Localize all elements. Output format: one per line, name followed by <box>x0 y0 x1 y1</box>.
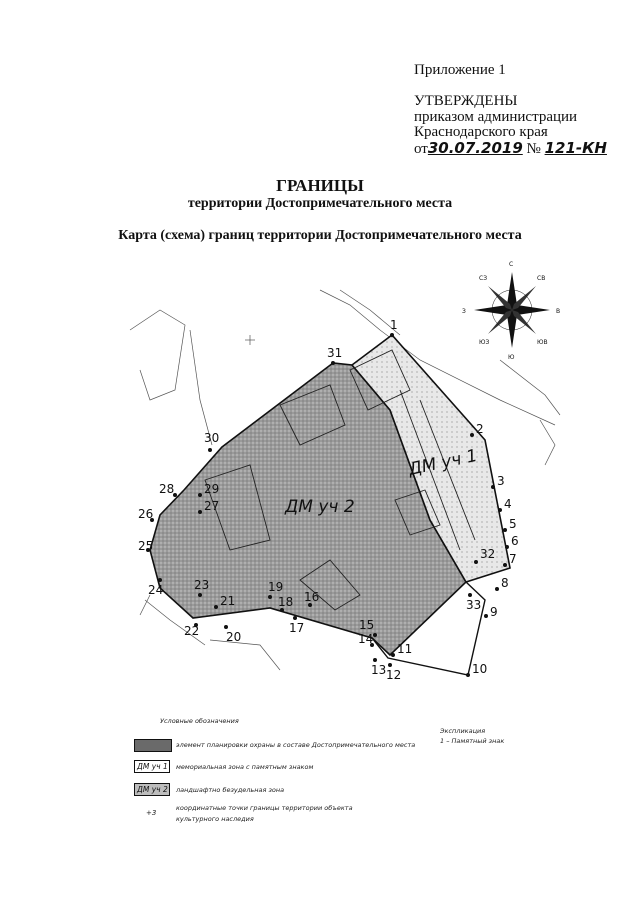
boundary-point-marker <box>198 493 202 497</box>
boundary-point-label: 8 <box>501 576 509 590</box>
boundary-point-label: 9 <box>490 605 498 619</box>
boundary-point-marker <box>214 605 218 609</box>
boundary-point-marker <box>373 633 377 637</box>
boundary-point-label: 5 <box>509 517 517 531</box>
boundary-point-marker <box>224 625 228 629</box>
boundary-point-label: 11 <box>397 642 413 656</box>
order-line: приказом администрации <box>414 109 578 125</box>
boundary-point-label: 1 <box>390 318 398 332</box>
boundary-point-marker <box>466 673 470 677</box>
boundary-point-label: 27 <box>204 499 220 513</box>
boundary-point-label: 18 <box>278 595 294 609</box>
page-title: ГРАНИЦЫ <box>276 176 364 195</box>
boundary-point-label: 4 <box>504 497 512 511</box>
date-prefix: от <box>414 141 428 157</box>
boundary-point-label: 6 <box>511 534 519 548</box>
legend-swatch-protection <box>134 739 172 752</box>
compass-se: ЮВ <box>537 339 548 346</box>
boundary-point-label: 22 <box>184 624 200 638</box>
legend-item-points-cont: культурного наследия <box>176 815 254 823</box>
zone-label-dm1: ДМ уч 1 <box>406 445 480 480</box>
compass-rose <box>474 272 550 348</box>
boundary-point-label: 25 <box>138 539 154 553</box>
compass-nw: СЗ <box>479 275 488 282</box>
boundary-point-marker <box>503 528 507 532</box>
legend-point-symbol: +3 <box>146 809 157 817</box>
explication-item: 1 – Памятный знак <box>440 737 505 745</box>
page-subtitle: территории Достопримечательного места <box>187 196 453 211</box>
boundary-point-marker <box>495 587 499 591</box>
boundary-point-marker <box>208 448 212 452</box>
boundary-point-label: 28 <box>159 482 175 496</box>
boundary-point-label: 7 <box>509 552 517 566</box>
boundary-map <box>0 250 640 690</box>
boundary-point-marker <box>505 545 509 549</box>
boundary-point-label: 12 <box>386 668 402 682</box>
compass-w: З <box>462 308 466 315</box>
legend-item-points: координатные точки границы территории объекта <box>176 804 353 812</box>
boundary-point-marker <box>391 653 395 657</box>
region-line: Краснодарского края <box>414 124 548 140</box>
boundary-point-label: 14 <box>358 632 374 646</box>
compass-n: С <box>509 261 514 268</box>
boundary-point-label: 26 <box>138 507 154 521</box>
boundary-point-label: 15 <box>359 618 375 632</box>
boundary-point-label: 23 <box>194 578 210 592</box>
compass-sw: ЮЗ <box>479 339 490 346</box>
boundary-point-label: 10 <box>472 662 488 676</box>
boundary-point-label: 16 <box>304 590 320 604</box>
approved-label: УТВЕРЖДЕНЫ <box>414 93 518 109</box>
boundary-point-label: 19 <box>268 580 284 594</box>
boundary-point-marker <box>293 616 297 620</box>
boundary-point-marker <box>470 433 474 437</box>
boundary-point-label: 31 <box>327 346 343 360</box>
boundary-point-marker <box>198 510 202 514</box>
boundary-point-label: 24 <box>148 583 164 597</box>
boundary-point-label: 32 <box>480 547 496 561</box>
compass-s: Ю <box>508 354 515 361</box>
order-date: 30.07.2019 <box>427 139 523 157</box>
compass-e: В <box>556 308 561 315</box>
boundary-point-label: 20 <box>226 630 242 644</box>
boundary-point-marker <box>468 593 472 597</box>
zone-label-dm2: ДМ уч 2 <box>285 497 355 517</box>
legend-item-protection: элемент планировки охраны в составе Достопримечательного места <box>176 741 416 749</box>
boundary-point-marker <box>390 333 394 337</box>
boundary-point-marker <box>373 658 377 662</box>
boundary-point-marker <box>498 508 502 512</box>
boundary-point-marker <box>491 485 495 489</box>
boundary-point-marker <box>198 593 202 597</box>
legend-swatch-dm2: ДМ уч 2 <box>134 783 170 796</box>
number-sign: № <box>526 141 541 157</box>
boundary-point-marker <box>484 614 488 618</box>
boundary-point-label: 29 <box>204 482 220 496</box>
legend-title: Условные обозначения <box>160 717 239 725</box>
boundary-point-label: 33 <box>466 598 482 612</box>
boundary-point-label: 2 <box>476 422 484 436</box>
boundary-point-marker <box>268 595 272 599</box>
explication-title: Экспликация <box>440 727 486 735</box>
boundary-point-label: 17 <box>289 621 305 635</box>
compass-ne: СВ <box>537 275 546 282</box>
legend-swatch-dm1: ДМ уч 1 <box>134 760 170 773</box>
boundary-point-label: 21 <box>220 594 236 608</box>
legend-item-dm1: мемориальная зона с памятным знаком <box>176 763 314 771</box>
boundary-point-marker <box>331 361 335 365</box>
boundary-point-marker <box>503 563 507 567</box>
boundary-point-marker <box>388 663 392 667</box>
legend-item-dm2: ландшафтно безудельная зона <box>176 786 285 794</box>
boundary-point-label: 13 <box>371 663 387 677</box>
order-number: 121-КН <box>544 139 607 157</box>
order-date-line <box>414 140 607 158</box>
appendix-label: Приложение 1 <box>414 62 506 78</box>
boundary-point-label: 3 <box>497 474 505 488</box>
boundary-point-marker <box>158 578 162 582</box>
boundary-point-label: 30 <box>204 431 220 445</box>
map-caption: Карта (схема) границ территории Достопримечательного места <box>118 228 522 243</box>
boundary-point-marker <box>474 560 478 564</box>
